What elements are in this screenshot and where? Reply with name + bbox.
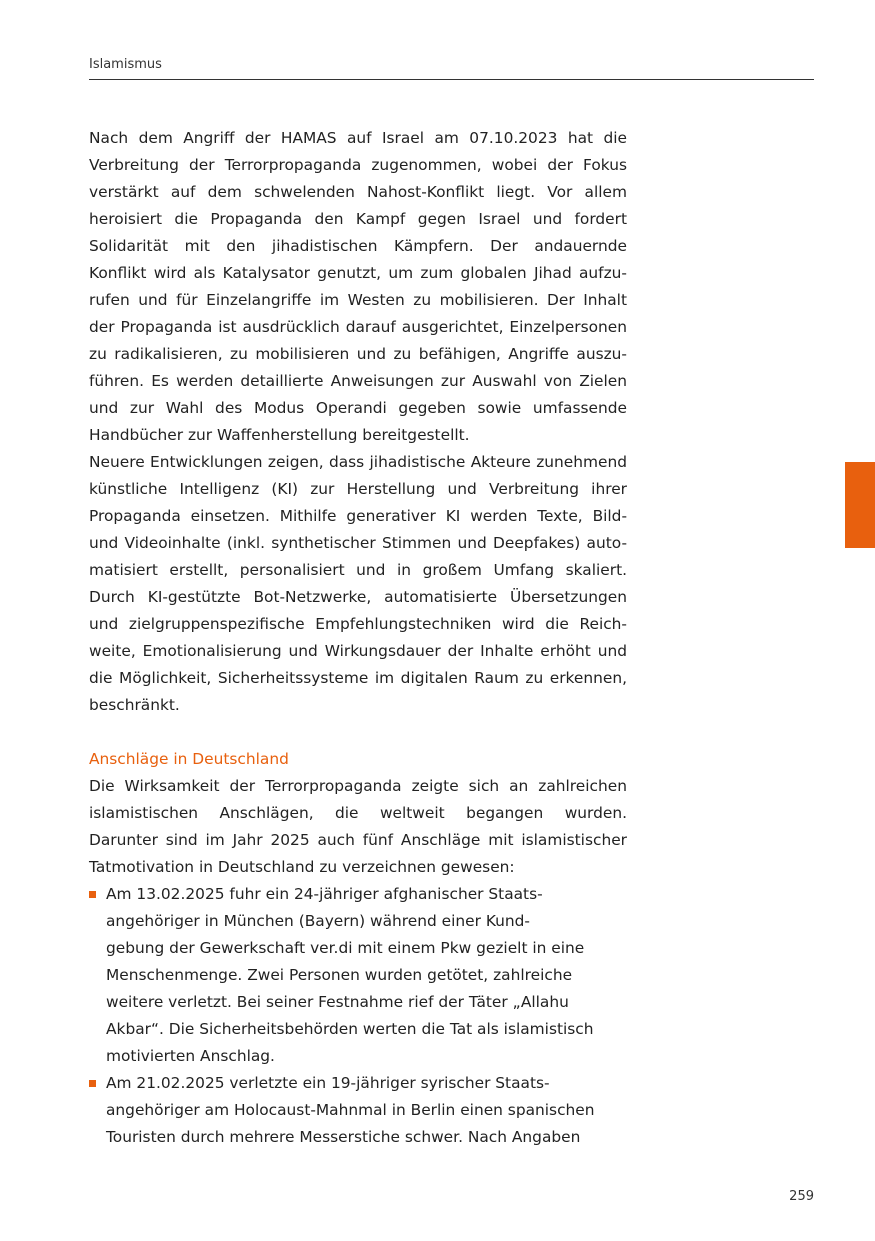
square-bullet-icon [89, 891, 96, 898]
text-line: islamistischen Anschlägen, die weltweit begangen wurden. [89, 804, 627, 822]
text-line: angehöriger am Holocaust-Mahnmal in Berlin einen spanischen [106, 1101, 595, 1119]
text-line: Konflikt wird als Katalysator genutzt, um zum globalen Jihad aufzu- [89, 264, 627, 282]
text-line: führen. Es werden detaillierte Anweisungen zur Auswahl von Zielen [89, 372, 627, 390]
page-number: 259 [789, 1189, 814, 1204]
text-line: und Videoinhalte (inkl. synthetischer Stimmen und Deepfakes) auto- [89, 534, 627, 552]
text-line: weite, Emotionalisierung und Wirkungsdauer der Inhalte erhöht und [89, 642, 627, 660]
text-line: Nach dem Angriff der HAMAS auf Israel am 07.10.2023 hat die [89, 129, 627, 147]
header-rule [89, 79, 814, 80]
text-line: Darunter sind im Jahr 2025 auch fünf Anschläge mit islamistischer [89, 831, 627, 849]
text-line: die Möglichkeit, Sicherheitssysteme im digitalen Raum zu erkennen, [89, 669, 627, 687]
text-line: und zur Wahl des Modus Operandi gegeben sowie umfassende [89, 399, 627, 417]
text-line: der Propaganda ist ausdrücklich darauf ausgerichtet, Einzelpersonen [89, 318, 627, 336]
running-head: Islamismus [89, 57, 162, 72]
section-heading: Anschläge in Deutschland [89, 750, 289, 768]
text-line: Neuere Entwicklungen zeigen, dass jihadistische Akteure zunehmend [89, 453, 627, 471]
text-line: Tatmotivation in Deutschland zu verzeichnen gewesen: [89, 858, 515, 876]
text-line: künstliche Intelligenz (KI) zur Herstellung und Verbreitung ihrer [89, 480, 627, 498]
text-line: Am 21.02.2025 verletzte ein 19-jähriger syrischer Staats- [106, 1074, 550, 1092]
text-line: Touristen durch mehrere Messerstiche schwer. Nach Angaben [106, 1128, 581, 1146]
text-line: heroisiert die Propaganda den Kampf gegen Israel und fordert [89, 210, 627, 228]
text-line: angehöriger in München (Bayern) während einer Kund- [106, 912, 530, 930]
text-line: Die Wirksamkeit der Terrorpropaganda zeigte sich an zahlreichen [89, 777, 627, 795]
text-line: weitere verletzt. Bei seiner Festnahme rief der Täter „Allahu [106, 993, 569, 1011]
text-line: rufen und für Einzelangriffe im Westen zu mobilisieren. Der Inhalt [89, 291, 627, 309]
paragraph-2 [89, 449, 627, 719]
text-line: matisiert erstellt, personalisiert und in großem Umfang skaliert. [89, 561, 627, 579]
text-line: Durch KI-gestützte Bot-Netzwerke, automatisierte Übersetzungen [89, 588, 627, 606]
paragraph-1 [89, 125, 627, 449]
text-line: beschränkt. [89, 696, 180, 714]
section-intro [89, 773, 627, 881]
text-line: Handbücher zur Waffenherstellung bereitgestellt. [89, 426, 470, 444]
text-line: Akbar“. Die Sicherheitsbehörden werten die Tat als islamistisch [106, 1020, 594, 1038]
text-line: gebung der Gewerkschaft ver.di mit einem Pkw gezielt in eine [106, 939, 585, 957]
main-content [89, 125, 627, 1151]
list-item [89, 881, 627, 1070]
square-bullet-icon [89, 1080, 96, 1087]
text-line: motivierten Anschlag. [106, 1047, 275, 1065]
text-line: und zielgruppenspezifische Empfehlungstechniken wird die Reich- [89, 615, 627, 633]
text-line: zu radikalisieren, zu mobilisieren und zu befähigen, Angriffe auszu- [89, 345, 627, 363]
list-item [89, 1070, 627, 1151]
text-line: Menschenmenge. Zwei Personen wurden getötet, zahlreiche [106, 966, 573, 984]
text-line: Verbreitung der Terrorpropaganda zugenommen, wobei der Fokus [89, 156, 627, 174]
text-line: Solidarität mit den jihadistischen Kämpfern. Der andauernde [89, 237, 627, 255]
incident-list [89, 881, 627, 1151]
text-line: verstärkt auf dem schwelenden Nahost-Konflikt liegt. Vor allem [89, 183, 627, 201]
text-line: Propaganda einsetzen. Mithilfe generativer KI werden Texte, Bild- [89, 507, 627, 525]
text-line: Am 13.02.2025 fuhr ein 24-jähriger afghanischer Staats- [106, 885, 543, 903]
section-tab-marker [845, 462, 875, 548]
